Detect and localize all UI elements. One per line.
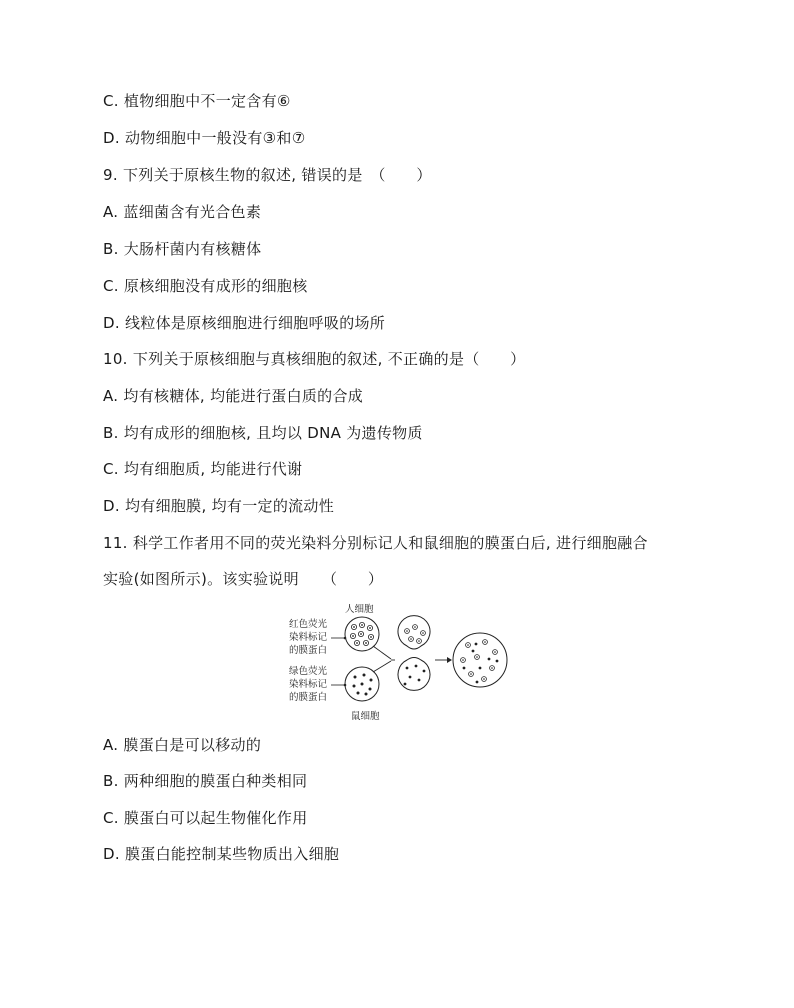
option-11a: A. 膜蛋白是可以移动的 bbox=[103, 736, 262, 754]
arrow-from-human bbox=[373, 646, 391, 659]
mouse-cell bbox=[345, 667, 379, 701]
option-10b: B. 均有成形的细胞核, 且均以 DNA 为遗传物质 bbox=[103, 424, 423, 442]
option-9b: B. 大肠杆菌内有核糖体 bbox=[103, 240, 262, 258]
cell-fusion-diagram bbox=[287, 600, 527, 725]
green-label-line3: 的膜蛋白 bbox=[289, 692, 328, 703]
question-11-line1: 11. 科学工作者用不同的荧光染料分别标记人和鼠细胞的膜蛋白后, 进行细胞融合 bbox=[103, 534, 648, 552]
fusing-cell bbox=[398, 616, 430, 691]
option-10c: C. 均有细胞质, 均能进行代谢 bbox=[103, 460, 303, 478]
option-10a: A. 均有核糖体, 均能进行蛋白质的合成 bbox=[103, 387, 364, 405]
green-label-line1: 绿色荧光 bbox=[289, 666, 328, 677]
option-11c: C. 膜蛋白可以起生物催化作用 bbox=[103, 809, 308, 827]
green-label-line2: 染料标记 bbox=[289, 679, 328, 690]
option-11b: B. 两种细胞的膜蛋白种类相同 bbox=[103, 772, 308, 790]
red-label-line2: 染料标记 bbox=[289, 632, 328, 643]
option-11d: D. 膜蛋白能控制某些物质出入细胞 bbox=[103, 845, 340, 863]
human-cell bbox=[345, 617, 379, 651]
option-9c: C. 原核细胞没有成形的细胞核 bbox=[103, 277, 308, 295]
fused-cell bbox=[453, 633, 507, 687]
option-8d: D. 动物细胞中一般没有③和⑦ bbox=[103, 129, 306, 147]
option-9d: D. 线粒体是原核细胞进行细胞呼吸的场所 bbox=[103, 314, 386, 332]
option-10d: D. 均有细胞膜, 均有一定的流动性 bbox=[103, 497, 335, 515]
red-label-line3: 的膜蛋白 bbox=[289, 645, 328, 656]
question-10: 10. 下列关于原核细胞与真核细胞的叙述, 不正确的是（ ） bbox=[103, 350, 526, 368]
arrow-from-mouse bbox=[373, 661, 391, 672]
option-8c: C. 植物细胞中不一定含有⑥ bbox=[103, 92, 291, 110]
question-9: 9. 下列关于原核生物的叙述, 错误的是 （ ） bbox=[103, 166, 432, 184]
option-9a: A. 蓝细菌含有光合色素 bbox=[103, 203, 262, 221]
red-label-line1: 红色荧光 bbox=[289, 619, 328, 630]
human-cell-label: 人细胞 bbox=[345, 604, 374, 615]
mouse-cell-label: 鼠细胞 bbox=[351, 711, 380, 722]
question-11-line2: 实验(如图所示)。该实验说明 （ ） bbox=[103, 570, 384, 588]
